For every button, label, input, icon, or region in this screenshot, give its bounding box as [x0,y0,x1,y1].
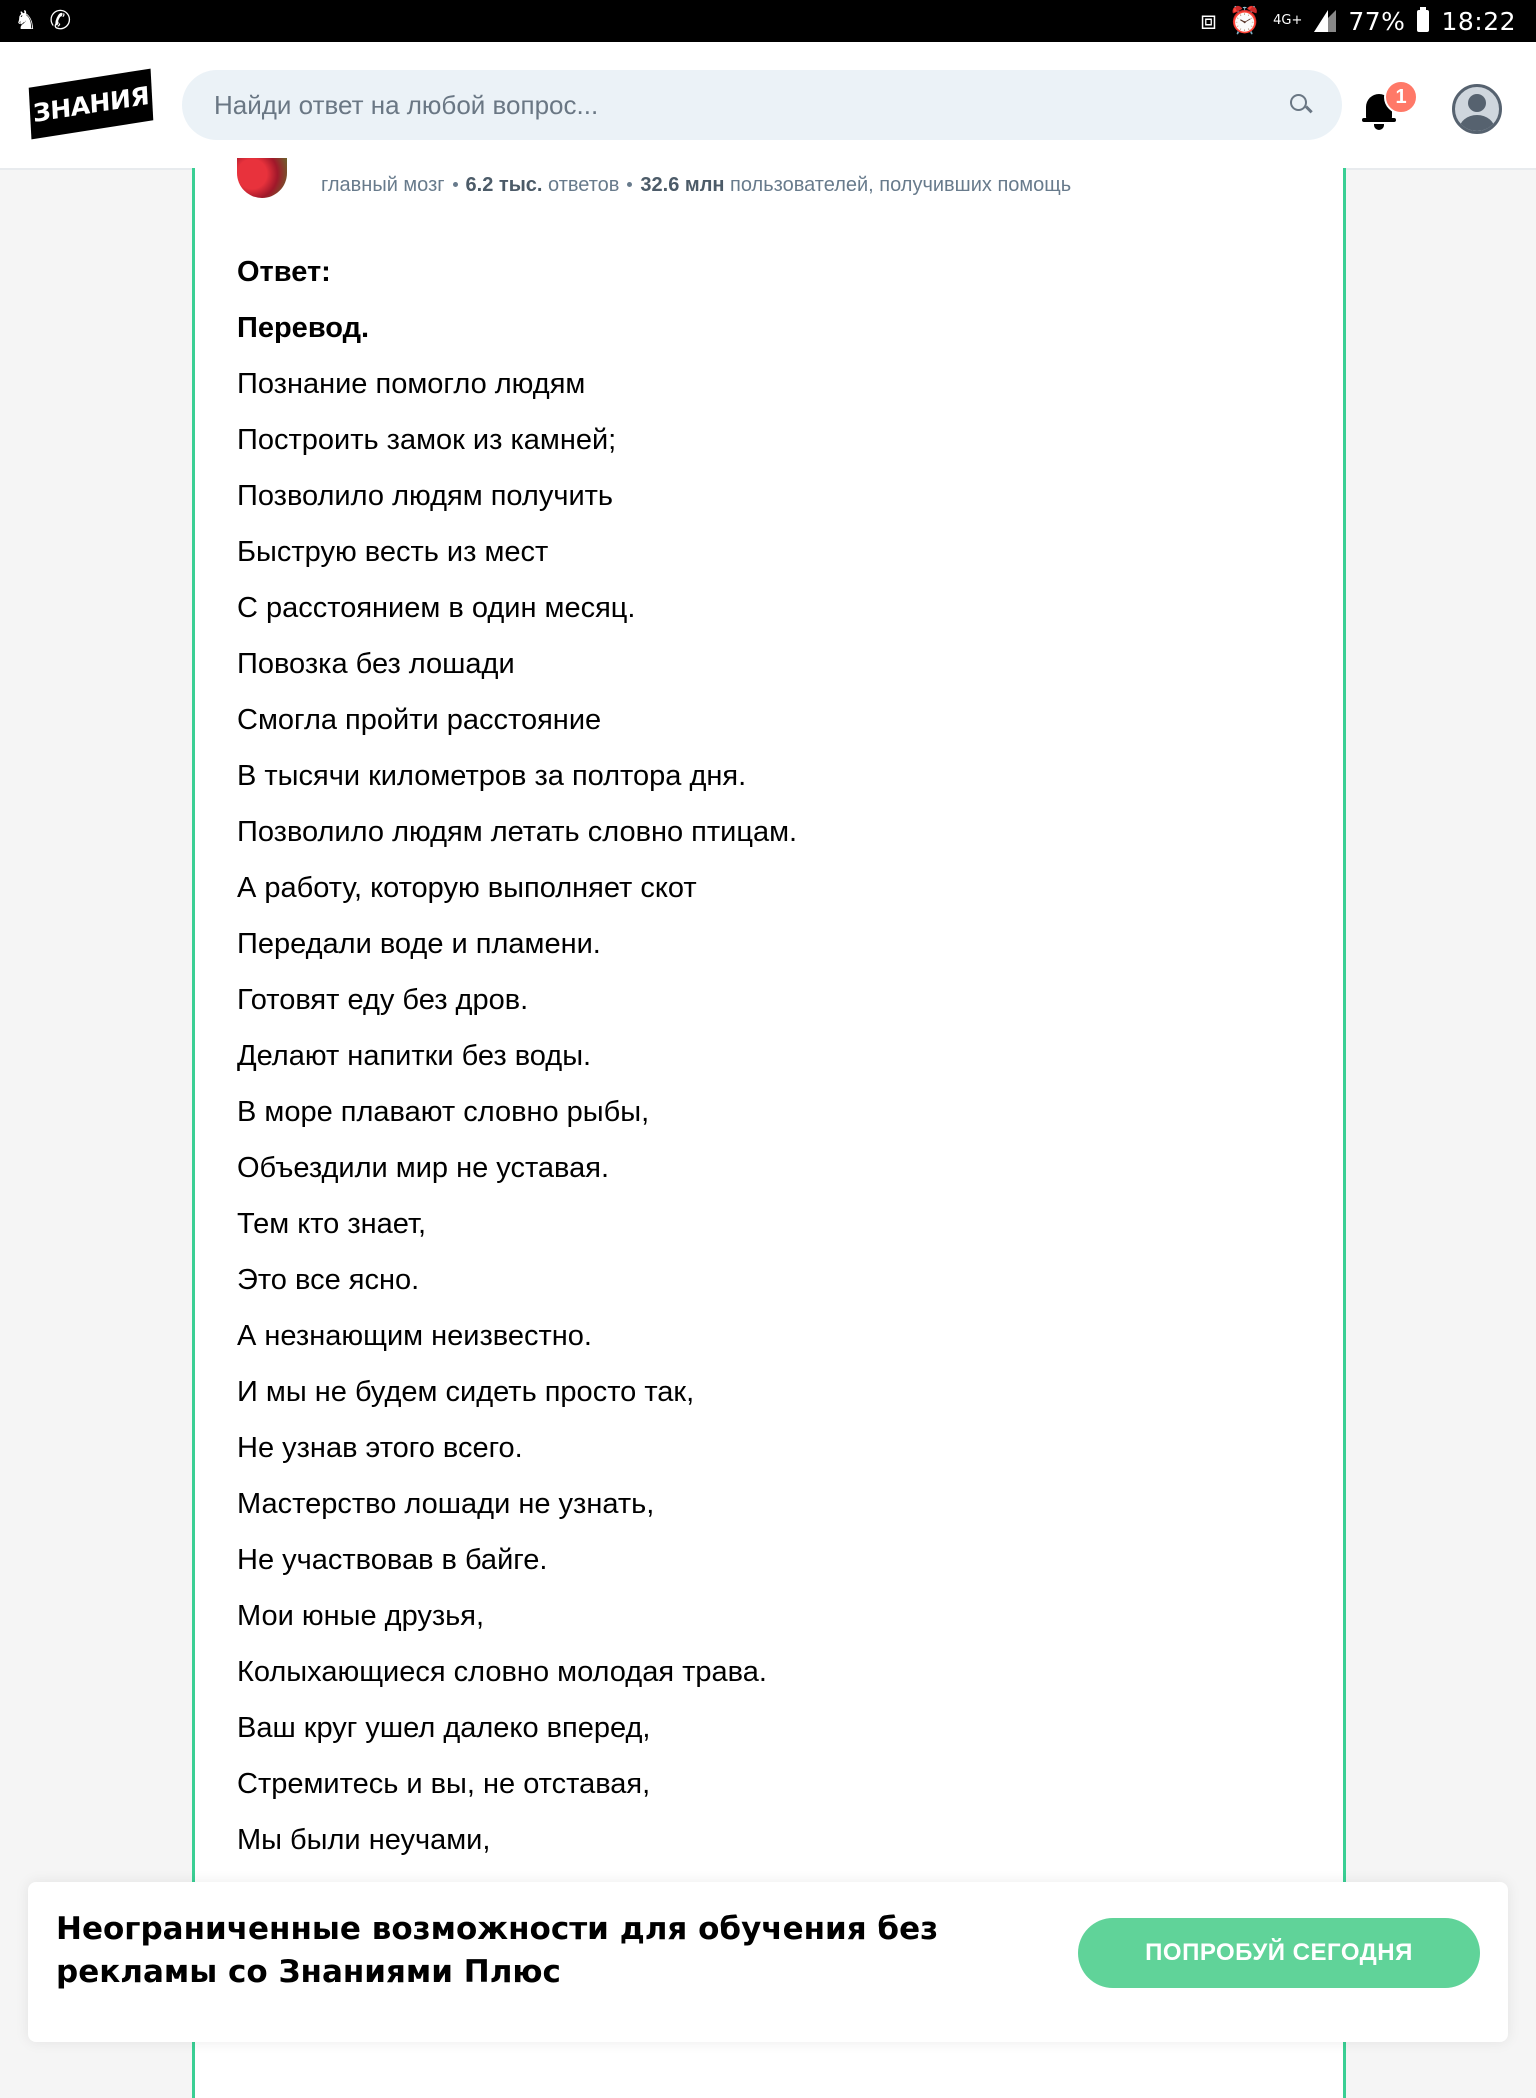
status-bar-right [1200,7,1516,36]
battery-icon [1417,10,1429,32]
battery-level: 77% [1348,6,1406,36]
answer-line: Смогла пройти расстояние [237,704,602,736]
answer-line: Повозка без лошади [237,648,515,680]
answer-line: И мы не будем сидеть просто так, [237,1376,695,1408]
horse-icon: ♞ [14,6,38,36]
answer-line: Это все ясно. [237,1264,420,1296]
answer-line: Объездили мир не уставая. [237,1152,610,1184]
separator-dot [627,182,632,187]
answer-body [237,244,797,1868]
separator-dot [453,182,458,187]
answer-line: Быструю весть из мест [237,536,549,568]
answer-line: С расстоянием в один месяц. [237,592,636,624]
author-meta [321,174,1071,197]
answer-line: Не узнав этого всего. [237,1432,523,1464]
author-rank: главный мозг [321,174,445,196]
answer-line: Позволило людям получить [237,480,614,512]
notification-badge: 1 [1384,80,1418,114]
site-logo[interactable]: ЗНАНИЯ [29,69,154,140]
answer-line: Познание помогло людям [237,368,586,400]
answer-line: Передали воде и пламени. [237,928,601,960]
answer-line: Мы были неучами, [237,1824,491,1856]
answer-line: Колыхающиеся словно молодая трава. [237,1656,767,1688]
screenshot-icon: ⧈ [1200,6,1217,36]
answers-count: 6.2 тыс. [465,174,543,196]
users-count: 32.6 млн [640,174,725,196]
user-avatar-button[interactable] [1452,84,1502,134]
answer-subheading: Перевод. [237,312,370,344]
answer-line: В море плавают словно рыбы, [237,1096,650,1128]
promo-text: Неограниченные возможности для обучения без рекламы со Знаниями Плюс [56,1911,939,1990]
whatsapp-icon: ✆ [49,6,72,36]
answer-line: А работу, которую выполняет скот [237,872,697,904]
status-bar-left [14,8,71,34]
answer-card [192,168,1346,2098]
user-icon-head [1468,94,1486,112]
promo-banner [28,1882,1508,2042]
bell-clapper [1374,124,1384,130]
answer-line: В тысячи километров за полтора дня. [237,760,747,792]
answer-line: Мастерство лошади не узнать, [237,1488,655,1520]
try-today-button[interactable]: ПОПРОБУЙ СЕГОДНЯ [1078,1918,1480,1988]
answer-line: Тем кто знает, [237,1208,427,1240]
answer-line: Стремитесь и вы, не отставая, [237,1768,651,1800]
signal-icon [1314,10,1336,32]
answer-line: Не участвовав в байге. [237,1544,548,1576]
clock: 18:22 [1441,6,1516,36]
search-bar[interactable] [182,70,1342,140]
answer-lines [237,356,797,1868]
answers-label: ответов [548,174,620,196]
answer-line: Мои юные друзья, [237,1600,485,1632]
search-icon[interactable] [1290,94,1312,116]
user-icon-body [1459,115,1495,134]
users-label: пользователей, получивших помощь [730,174,1072,196]
network-type: 4G+ [1273,13,1303,28]
answer-heading: Ответ: [237,256,331,288]
author-avatar[interactable] [237,158,287,198]
status-bar [0,0,1536,42]
answer-line: Делают напитки без воды. [237,1040,592,1072]
answer-line: Построить замок из камней; [237,424,617,456]
answer-line: А незнающим неизвестно. [237,1320,592,1352]
answer-line: Ваш круг ушел далеко вперед, [237,1712,651,1744]
search-input[interactable] [212,89,1216,122]
alarm-icon: ⏰ [1228,6,1262,36]
answer-line: Готовят еду без дров. [237,984,529,1016]
notifications-button[interactable] [1358,82,1418,142]
site-header [0,42,1536,170]
answer-line: Позволило людям летать словно птицам. [237,816,798,848]
